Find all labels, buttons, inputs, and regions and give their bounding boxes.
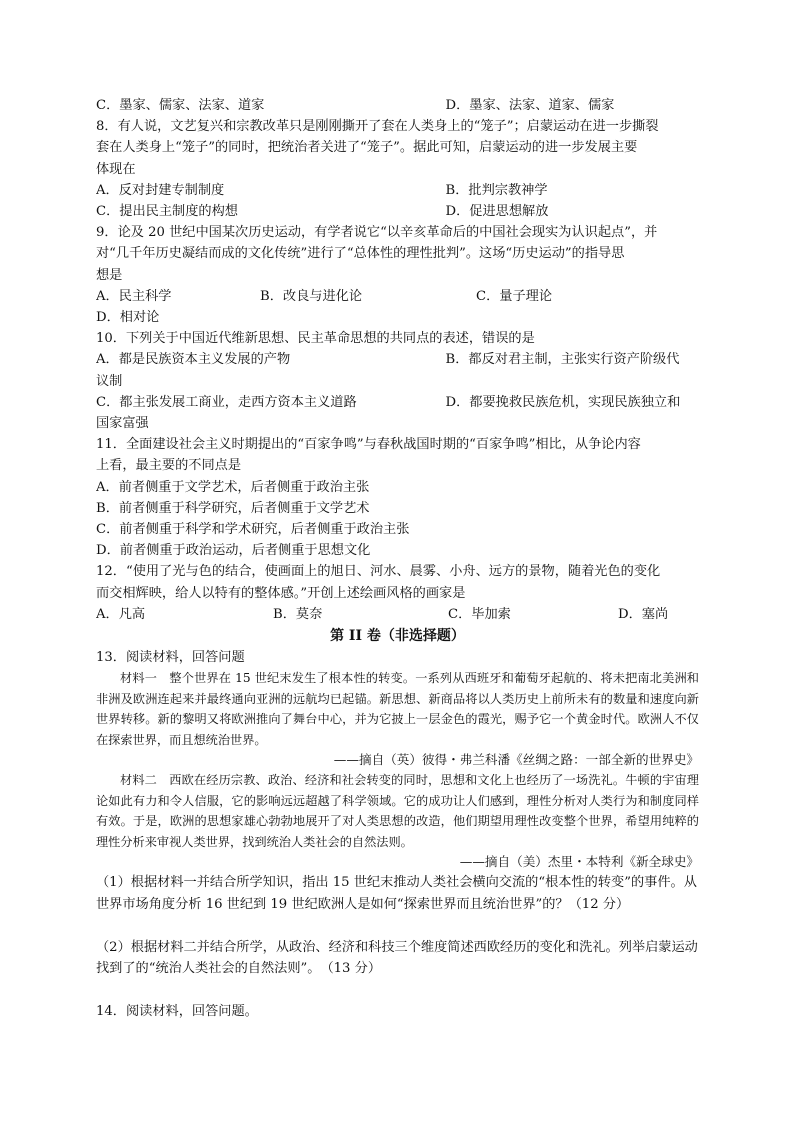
question-10-options-ab [96,349,699,370]
question-14-head: 14．阅读材料，回答问题。 [96,1003,258,1019]
section-title: 第 II 卷（非选择题） [330,628,465,645]
question-11-stem-line-2: 上看，最主要的不同点是 [96,458,242,474]
option-c: C．毕加索 [448,606,511,622]
material-1-source: ——摘自（英）彼得・弗兰科潘《丝绸之路：一部全新的世界史》 [333,751,699,767]
question-10-options-cd [96,392,699,413]
option-b: B．改良与进化论 [260,288,363,304]
material-2: 材料二 西欧在经历宗教、政治、经济和社会转变的同时，思想和文化上也经历了一场洗礼。牛顿的宇宙理论如此有力和令人信服，它的影响远远超越了科学领域。它的成功让人们感到，理性分析对人类行为和制度同样有效。于是，欧洲的思想家雄心勃勃地展开了对人类思想的改造，他们期望用理性改变整个世界，希望用纯粹的理性分析来审视人类世界，找到统治人类社会的自然法则。 [96,773,699,849]
option-a: A．前者侧重于文学艺术，后者侧重于政治主张 [96,479,370,495]
question-10-stem: 10．下列关于中国近代维新思想、民主革命思想的共同点的表述，错误的是 [96,331,535,347]
question-12-stem-line-1: 12．“使用了光与色的结合，使画面上的旭日、河水、晨雾、小舟、远方的景物，随着光色的变化 [96,564,661,580]
option-c: C．量子理论 [476,288,553,304]
question-8-stem-line-2: 套在人类身上“笼子”的同时，把统治者关进了“笼子”。据此可知，启蒙运动的进一步发展主要 [96,140,638,156]
question-8-options-ab [96,180,699,201]
question-9-stem-line-2: 对“几千年历史凝结而成的文化传统”进行了“总体性的理性批判”。这场“历史运动”的指导思 [96,246,625,262]
question-13-part-1: （1）根据材料一并结合所学知识，指出 15 世纪末推动人类社会横向交流的“根本性的转变”的事件。从世界市场角度分析 16 世纪到 19 世纪欧洲人是如何“探索世界而且统治世界”的？（12 分） [96,875,697,912]
material-1: 材料一 整个世界在 15 世纪末发生了根本性的转变。一系列从西班牙和葡萄牙起航的、将未把南北美洲和非洲及欧洲连起来并最终通向亚洲的远航均已起锚。新思想、新商品将以人类历史上前所未有的数量和速度向新世界转移。新的黎明又将欧洲推向了舞台中心，并为它披上一层金色的霞光，赐予它一个黄金时代。欧洲人不仅在探索世界，而且想统治世界。 [96,671,699,747]
option-d: D．塞尚 [618,606,669,622]
option-c: C．前者侧重于科学和学术研究，后者侧重于政治主张 [96,522,410,538]
question-13-head: 13．阅读材料，回答问题 [96,650,245,666]
option-d: D．促进思想解放 [445,204,549,220]
option-b-continued: 议制 [96,373,123,389]
question-12-options [96,604,699,625]
option-c: C．墨家、儒家、法家、道家 [96,98,265,113]
option-b: B．都反对君主制，主张实行资产阶级代 [445,352,680,368]
option-a: A．都是民族资本主义发展的产物 [96,352,291,368]
option-a: A．反对封建专制制度 [96,182,225,198]
option-c: C．提出民主制度的构想 [96,204,238,220]
question-10 [96,328,699,434]
question-13-part-2: （2）根据材料二并结合所学，从政治、经济和科技三个维度简述西欧经历的变化和洗礼。列举启蒙运动找到了的“统治人类社会的自然法则”。 （13 分） [96,939,698,977]
question-11 [96,434,699,561]
option-b: B．批判宗教神学 [445,182,548,198]
option-a: A．民主科学 [96,288,172,304]
question-8-stem-line-1: 8．有人说，文艺复兴和宗教改革只是刚刚撕开了套在人类身上的“笼子”；启蒙运动在进一步撕裂 [96,119,659,135]
option-d: D．墨家、法家、道家、儒家 [445,98,615,113]
option-d-continued: 国家富强 [96,416,149,432]
question-8 [96,116,699,222]
question-7-options-cd [96,95,699,116]
option-d: D．相对论 [96,310,160,326]
question-12 [96,561,699,625]
question-8-options-cd [96,201,699,222]
option-b: B．前者侧重于科学研究，后者侧重于文学艺术 [96,500,370,516]
question-9 [96,222,699,328]
option-a: A．凡高 [96,606,146,622]
question-9-stem-line-1: 9．论及 20 世纪中国某次历史运动，有学者说它“以辛亥革命后的中国社会现实为认识起点”，并 [96,225,658,241]
option-c: C．都主张发展工商业，走西方资本主义道路 [96,394,357,410]
question-8-stem-line-3: 体现在 [96,161,136,177]
question-13 [96,647,699,1001]
option-b: B．莫奈 [273,606,323,622]
question-12-stem-line-2: 而交相辉映，给人以特有的整体感。”开创上述绘画风格的画家是 [96,585,466,601]
question-11-stem-line-1: 11．全面建设社会主义时期提出的“百家争鸣”与春秋战国时期的“百家争鸣”相比，从争论内容 [96,437,641,453]
exam-page [96,95,699,1022]
material-2-source: ——摘自（美）杰里・本特利《新全球史》 [459,853,699,869]
option-d: D．前者侧重于政治运动，后者侧重于思想文化 [96,543,371,559]
option-d: D．都要挽救民族危机，实现民族独立和 [445,394,681,410]
question-9-options-abc [96,286,699,307]
question-9-stem-line-3: 想是 [96,267,123,283]
